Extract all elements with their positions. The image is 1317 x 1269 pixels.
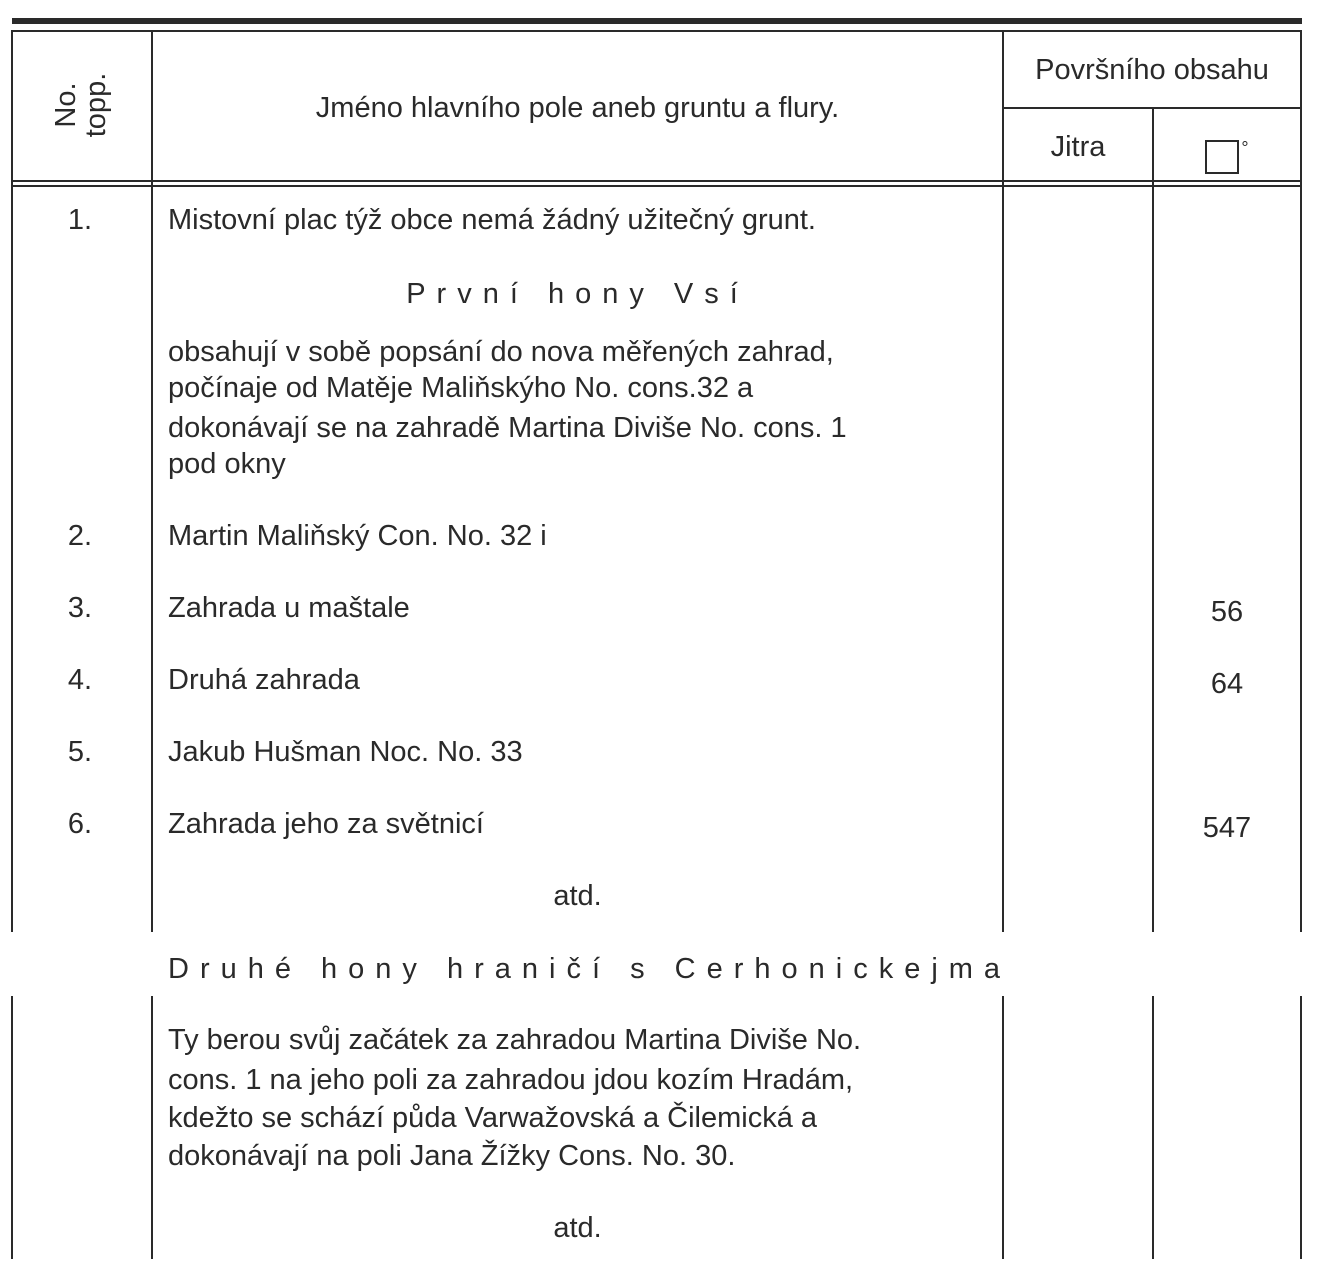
row-1-number: 1. <box>67 204 93 236</box>
right-border-lower <box>1300 996 1302 1259</box>
row-2-name: Martin Maliňský Con. No. 32 i <box>168 520 547 552</box>
section2-description-line-2: cons. 1 na jeho poli za zahradou jdou kozím Hradám, <box>168 1064 854 1096</box>
top-thick-rule <box>12 18 1302 24</box>
col-divider-name-lower <box>1002 996 1004 1259</box>
header-area: Površního obsahu <box>1035 54 1269 86</box>
row-5-number: 5. <box>67 736 93 768</box>
degree-mark: ° <box>1241 138 1249 158</box>
section1-etc: atd. <box>553 880 602 912</box>
header-no-line2: topp. <box>80 72 112 138</box>
section2-description-line-1: Ty berou svůj začátek za zahradou Martina Diviše No. <box>168 1024 862 1056</box>
row-4-name: Druhá zahrada <box>168 664 360 696</box>
section2-heading: Druhé hony hraničí s Cerhonickejma <box>168 953 1012 985</box>
header-square-fathom <box>1154 130 1300 177</box>
row-3-sah: 56 <box>1210 596 1244 628</box>
col-divider-jitra <box>1152 107 1154 932</box>
section1-description-line-1: obsahují v sobě popsání do nova měřených zahrad, <box>168 336 834 368</box>
square-fathom-icon <box>1205 140 1239 174</box>
col-divider-name <box>1002 30 1004 932</box>
row-6-name: Zahrada jeho za světnicí <box>168 808 484 840</box>
section1-heading: První hony Vsí <box>406 278 749 310</box>
section1-description-line-2: počínaje od Matěje Maliňskýho No. cons.32 a <box>168 372 754 404</box>
row-5-name: Jakub Hušman Noc. No. 33 <box>168 736 523 768</box>
row-2-number: 2. <box>67 520 93 552</box>
row-6-sah: 547 <box>1202 812 1252 844</box>
row-6-number: 6. <box>67 808 93 840</box>
left-border-lower <box>11 996 13 1259</box>
section2-description-line-3: kdežto se schází půda Varwažovská a Čilemická a <box>168 1102 818 1134</box>
section2-etc: atd. <box>553 1212 602 1244</box>
header-bottom-line <box>12 180 1302 182</box>
header-no-topp <box>26 50 136 160</box>
row-3-name: Zahrada u maštale <box>168 592 410 624</box>
row-4-sah: 64 <box>1210 668 1244 700</box>
col-divider-no <box>151 30 153 932</box>
row-3-number: 3. <box>67 592 93 624</box>
section1-description-line-4: pod okny <box>168 448 286 480</box>
section2-description-line-4: dokonávají na poli Jana Žížky Cons. No. 30. <box>168 1140 736 1172</box>
header-no-line1: No. <box>50 82 82 128</box>
section1-description-line-3: dokonávají se na zahradě Martina Diviše No. cons. 1 <box>168 412 847 444</box>
col-divider-jitra-lower <box>1152 996 1154 1259</box>
row-4-number: 4. <box>67 664 93 696</box>
row-1-text: Mistovní plac týž obce nemá žádný užitečný grunt. <box>168 204 816 236</box>
header-bottom-line-2 <box>12 185 1302 187</box>
header-jitra: Jitra <box>1050 131 1106 163</box>
header-name: Jméno hlavního pole aneb gruntu a flury. <box>315 92 840 124</box>
right-border <box>1300 30 1302 932</box>
left-border <box>11 30 13 932</box>
header-top-line <box>12 30 1302 32</box>
